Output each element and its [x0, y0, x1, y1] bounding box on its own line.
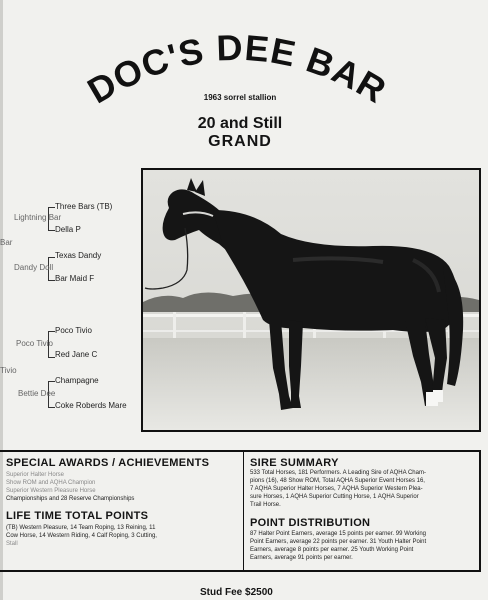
pedigree-name: Three Bars (TB)	[55, 202, 113, 211]
award-item: Championships and 28 Reserve Championships	[6, 496, 135, 502]
subtitle: 1963 sorrel stallion	[203, 93, 277, 102]
sire-summary-line: 533 Total Horses, 181 Performers. A Leading Sire of AQHA Cham-	[250, 470, 426, 476]
pedigree-name: Red Jane C	[55, 350, 98, 359]
sire-summary-line: Trail Horse.	[250, 502, 281, 508]
sire-summary-line: pions (16), 48 Show ROM, Total AQHA Superior Event Horses 16,	[250, 478, 425, 484]
info-divider	[243, 452, 244, 570]
points-line: Stall	[6, 541, 18, 547]
point-distribution-heading: POINT DISTRIBUTION	[250, 517, 371, 529]
tagline-line-2: GRAND	[208, 133, 272, 150]
horse-photo-image	[143, 170, 479, 430]
sire-summary-line: sure Horses, 1 AQHA Superior Cutting Horse, 1 AQHA Superior	[250, 494, 419, 500]
award-item: Superior Western Pleasure Horse	[6, 488, 96, 494]
points-line: (TB) Western Pleasure, 14 Team Roping, 13 Reining, 11	[6, 525, 156, 531]
pedigree-name: Bar	[0, 238, 13, 247]
pedigree-name: Texas Dandy	[55, 251, 102, 260]
points-heading: LIFE TIME TOTAL POINTS	[6, 510, 149, 522]
pedigree-name: Bettie Dee	[18, 389, 56, 398]
stud-fee: Stud Fee $2500	[200, 587, 273, 598]
pedigree-name: Della P	[55, 225, 81, 234]
pedigree-name: Dandy Doll	[14, 263, 54, 272]
pedigree-name: Lightning Bar	[14, 213, 62, 222]
award-item: Show ROM and AQHA Champion	[6, 480, 96, 486]
page-title: DOC'S DEE BAR	[80, 26, 394, 112]
tagline-line-1: 20 and Still	[197, 115, 283, 132]
point-distribution-line: Earners, average 8 points per earner. 25 Youth Working Point	[250, 547, 414, 553]
points-line: Cow Horse, 14 Western Riding, 4 Calf Roping, 3 Cutting,	[6, 533, 157, 539]
point-distribution-line: Point Earners, average 22 points per earner. 31 Youth Halter Point	[250, 539, 427, 545]
pedigree-name: Tivio	[0, 366, 17, 375]
point-distribution-line: Earners, average 91 points per earner.	[250, 555, 353, 561]
pedigree-name: Champagne	[55, 376, 99, 385]
pedigree-name: Coke Roberds Mare	[55, 401, 127, 410]
pedigree-name: Poco Tivio	[16, 339, 53, 348]
sire-summary-heading: SIRE SUMMARY	[250, 457, 339, 469]
sire-summary-line: 7 AQHA Superior Halter Horses, 7 AQHA Superior Western Plea-	[250, 486, 423, 492]
awards-heading: SPECIAL AWARDS / ACHIEVEMENTS	[6, 457, 210, 469]
point-distribution-line: 87 Halter Point Earners, average 15 points per earner. 99 Working	[250, 531, 426, 537]
award-item: Superior Halter Horse	[6, 472, 65, 478]
pedigree-name: Poco Tivio	[55, 326, 92, 335]
horse-photo	[141, 168, 481, 432]
pedigree-name: Bar Maid F	[55, 274, 95, 283]
